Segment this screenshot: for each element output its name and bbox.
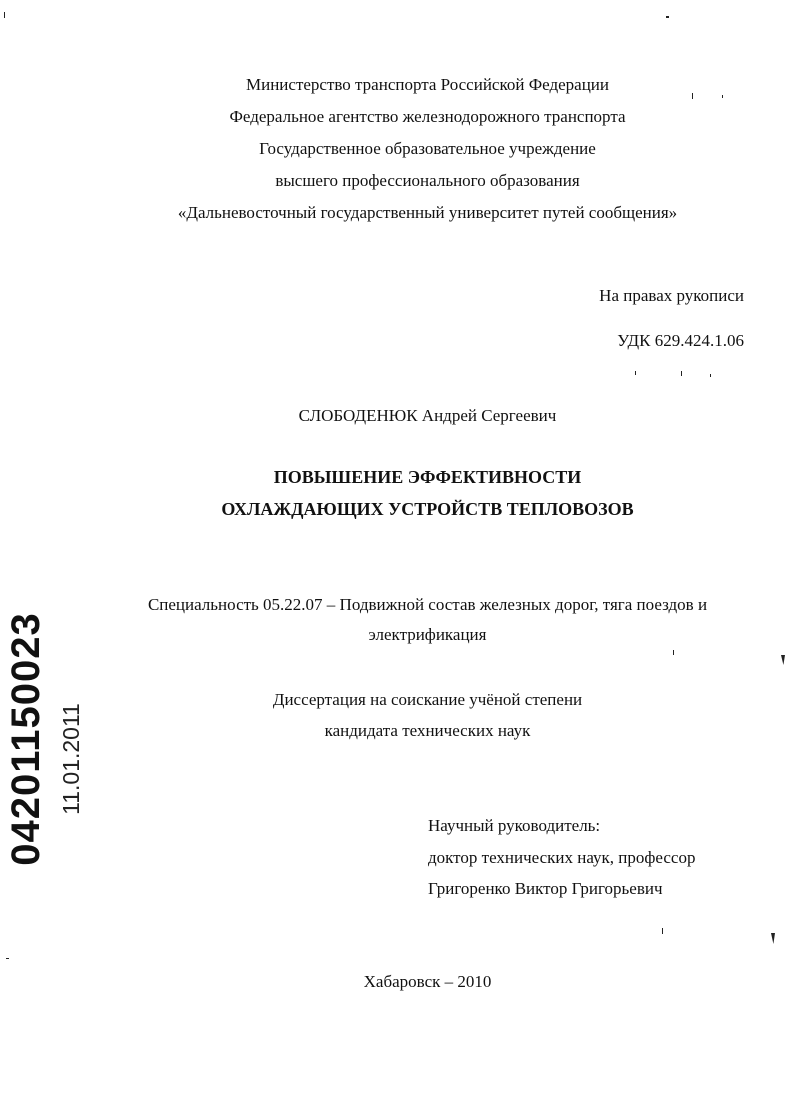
scan-speck (692, 93, 693, 99)
author-name: СЛОБОДЕНЮК Андрей Сергеевич (298, 406, 557, 425)
scan-speck (722, 95, 723, 98)
scan-speck (6, 958, 9, 959)
udc-code: УДК 629.424.1.06 (617, 331, 744, 350)
scan-speck (771, 933, 775, 944)
scan-speck (681, 371, 682, 376)
specialty-line2: электрификация (368, 625, 487, 644)
library-stamp-date: 11.01.2011 (58, 703, 84, 815)
degree-line1: Диссертация на соискание учёной степени (272, 690, 583, 709)
header-line-ministry: Министерство транспорта Российской Федерации (245, 75, 609, 94)
scan-speck (635, 371, 636, 375)
manuscript-note: На правах рукописи (599, 286, 744, 305)
place-year: Хабаровск – 2010 (363, 972, 492, 991)
scan-speck (781, 655, 785, 665)
scan-speck (673, 650, 674, 655)
supervisor-credentials: доктор технических наук, профессор (428, 848, 696, 867)
supervisor-name: Григоренко Виктор Григорьевич (428, 879, 663, 898)
supervisor-label: Научный руководитель: (428, 816, 601, 835)
header-line-institution: Государственное образовательное учреждение (259, 139, 596, 158)
degree-line2: кандидата технических наук (324, 721, 531, 740)
scan-speck (4, 12, 5, 18)
header-line-education: высшего профессионального образования (275, 171, 580, 190)
library-stamp-code: 04201150023 (4, 612, 48, 866)
scan-speck (662, 928, 663, 934)
header-line-university: «Дальневосточный государственный университет путей сообщения» (177, 203, 678, 222)
scan-speck (666, 16, 669, 18)
dissertation-title-line2: ОХЛАЖДАЮЩИХ УСТРОЙСТВ ТЕПЛОВОЗОВ (221, 499, 634, 519)
dissertation-title-line1: ПОВЫШЕНИЕ ЭФФЕКТИВНОСТИ (273, 467, 582, 487)
scan-speck (710, 374, 711, 377)
header-line-agency: Федеральное агентство железнодорожного транспорта (229, 107, 626, 126)
specialty-line1: Специальность 05.22.07 – Подвижной состав железных дорог, тяга поездов и (147, 595, 708, 614)
